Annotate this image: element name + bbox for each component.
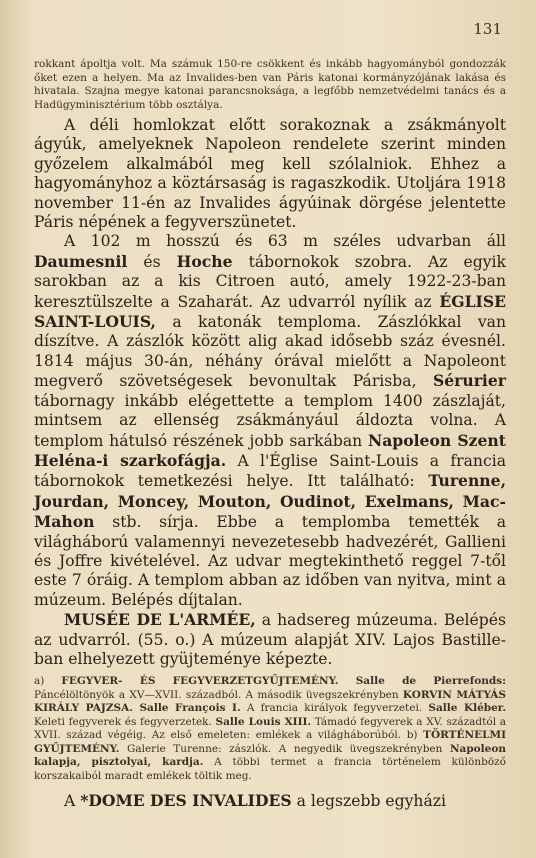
bold-sarcophagus: Napoleon Szent Heléna-i szarkofágja. [34, 430, 506, 470]
bold-serurier: Sérurier [432, 371, 506, 391]
paragraph-cannons: A déli homlokzat előtt sorakoznak a zsákmányolt ágyúk, amelyeknek Napoleon rendelete szerint minden győzelem alkalmából meg kell szólalniok. Ehhez a hagyományhoz a köztársaság is ragaszkodik. Utoljára 1918 november 11-én az Invalides ágyúinak dörgése jelentette Páris népének a fegyverszünetet. [34, 116, 506, 232]
paragraph-courtyard: A 102 m hosszú és 63 m széles udvarban áll Daumesnil és Hoche tábornokok szobra. Az egyik sarokban az a kis Citroen autó, amely 1922-23-ban keresztülszelte a Szaharát. Az udvarról nyílik az ÉGLISE SAINT-LOUIS, a katonák temploma. Zászlókkal van díszítve. A zászlók között alig akad idősebb száz évesnél. 1814 május 30-án, néhány órával mielőtt a Napoleont megverő szövetségesek bevonultak Párisba, Sérurier tábornagy inkább elégettette a templom 1400 zászlaját, mintsem az ellenség zsákmányául áldozta volna. A templom hátulsó részének jobb sarkában Napoleon Szent Heléna-i szarkofágja. A l'Église Saint-Louis a francia tábornokok temetkezési helye. Itt található: Turenne, Jourdan, Moncey, Mouton, Oudinot, Exelmans, Mac-Mahon stb. sírja. Ebbe a templomba temették a világháború valamennyi nevezetesebb hadvezérét, Gallieni és Joffre kivételével. Az udvar megtekinthető reggel 7-től este 7 óráig. A templom abban az időben van nyitva, mint a múzeum. Belépés díjtalan. [34, 232, 506, 609]
bold-dome-des-invalides: *DOME DES INVALIDES [80, 791, 292, 811]
bold-eglise-saint-louis: ÉGLISE SAINT-LOUIS, [34, 291, 506, 332]
bold-generals: Turenne, Jourdan, Moncey, Mouton, Oudinot, Exelmans, Mac-Mahon [34, 471, 506, 532]
bold-musee-armee: MUSÉE DE L'ARMÉE, [64, 610, 256, 630]
bold-hoche: Hoche [176, 251, 233, 271]
paragraph-musee-armee: MUSÉE DE L'ARMÉE, a hadsereg múzeuma. Belépés az udvarról. (55. o.) A múzeum alapját XIV. Lajos Bastille-ban elhelyezett gyüjteménye képezte. [34, 610, 506, 668]
main-text [34, 116, 506, 669]
collection-details: a) FEGYVER- ÉS FEGYVERZETGYŰJTEMÉNY. Salle de Pierrefonds: Páncélöltönyök a XV—XVII. századból. A második üvegszekrényben KORVIN MÁTYÁS KIRÁLY PAJZSA. Salle François I. A francia királyok fegyverzetei. Salle Kléber. Keleti fegyverek és fegyverzetek. Salle Louis XIII. Támadó fegyverek a XV. századtól a XVII. század végéig. Az első emeleten: emlékek a világháborúból. b) TÖRTÉNELMI GYŰJTEMÉNY. Galerie Turenne: zászlók. A negyedik üvegszekrényben Napoleon kalapja, pisztolyai, kardja. A többi termet a francia történelem különböző korszakaiból maradt emlékek töltik meg. [34, 675, 507, 782]
intro-small-text: rokkant ápoltja volt. Ma számuk 150-re csökkent és inkább hagyományból gondozzák őket ezen a helyen. Ma az Invalides-ben van Páris katonai kormányzójának lakása és hivatala. Szajna megye katonai parancsnoksága, a legfőbb nemzetvédelmi tanács és a Hadügyminisztérium több osztálya. [34, 58, 506, 111]
page-number: 131 [473, 20, 502, 38]
paragraph-dome: A *DOME DES INVALIDES a legszebb egyházi [64, 791, 446, 811]
bold-daumesnil: Daumesnil [34, 251, 128, 271]
